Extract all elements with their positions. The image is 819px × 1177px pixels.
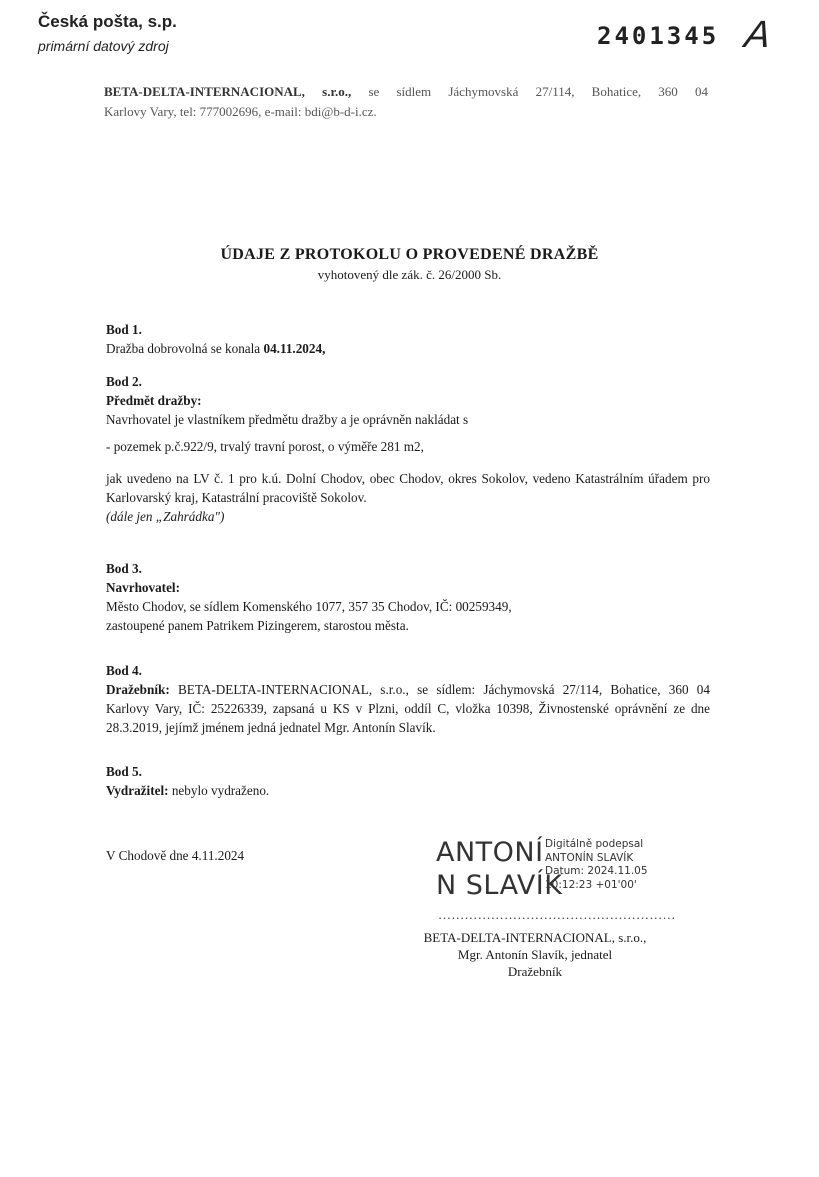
signature-name-line1: ANTONÍ xyxy=(436,837,544,868)
signature-dots: ……………………………………………… xyxy=(438,907,676,922)
bod1-text xyxy=(106,339,710,358)
bod5-heading: Bod 5. xyxy=(106,764,142,779)
bod4-label: Dražebník: xyxy=(106,682,170,697)
bod5-text xyxy=(106,781,710,800)
header-address: se sídlem Jáchymovská 27/114, Bohatice, 360 04 xyxy=(368,84,708,99)
signature-info-4: 10:12:23 +01'00' xyxy=(545,878,637,891)
signature-info-3: Datum: 2024.11.05 xyxy=(545,865,648,877)
bod1-section xyxy=(106,320,710,358)
document-title: ÚDAJE Z PROTOKOLU O PROVEDENÉ DRAŽBĚ xyxy=(220,246,599,263)
bod4-heading xyxy=(106,661,710,680)
bod3-subheading: Navrhovatel: xyxy=(106,580,180,595)
bod4-heading-text: Bod 4. xyxy=(106,663,142,678)
bod2-item: - pozemek p.č.922/9, trvalý travní porost, o výměře 281 m2, xyxy=(106,439,424,454)
document-subtitle: vyhotovený dle zák. č. 26/2000 Sb. xyxy=(317,267,502,282)
bod2-note: (dále jen „Zahrádka") xyxy=(106,509,225,524)
bod2-paragraph: jak uvedeno na LV č. 1 pro k.ú. Dolní Chodov, obec Chodov, okres Sokolov, vedeno Katastrálním úřadem pro Karlovarský kraj, Katastrální pracoviště Sokolov. xyxy=(106,471,710,505)
signature-role: Dražebník xyxy=(507,964,563,979)
document-suffix: A xyxy=(742,14,774,56)
header-company: BETA-DELTA-INTERNACIONAL, s.r.o., xyxy=(104,84,352,99)
signature-info-1: Digitálně podepsal xyxy=(545,838,644,850)
signature-info xyxy=(545,838,648,892)
place-date: V Chodově dne 4.11.2024 xyxy=(106,848,245,863)
signature-info-2: ANTONÍN SLAVÍK xyxy=(545,851,634,864)
bod1-heading: Bod 1. xyxy=(106,322,142,337)
bod3-heading: Bod 3. xyxy=(106,561,142,576)
bod5-value: nebylo vydraženo. xyxy=(168,783,270,798)
bod5-section xyxy=(106,762,710,800)
header-line-1 xyxy=(104,84,708,100)
bod1-date: 04.11.2024, xyxy=(263,341,326,356)
bod4-text: BETA-DELTA-INTERNACIONAL, s.r.o., se sídlem: Jáchymovská 27/114, Bohatice, 360 04 Karlovy Vary, IČ: 25226339, zapsaná u KS v Plzni, oddíl C, vložka 10398, Živnostenské oprávnění ze dne 28.3.2019, jejímž jménem jedná jednatel Mgr. Antonín Slavík. xyxy=(106,682,710,735)
header-line-2: Karlovy Vary, tel: 777002696, e-mail: bdi@b-d-i.cz. xyxy=(104,104,377,119)
signature-name-line2: N SLAVÍK xyxy=(436,870,563,901)
post-stamp-title: Česká pošta, s.p. xyxy=(38,12,177,31)
bod5-label: Vydražitel: xyxy=(106,783,169,798)
bod3-line2: zastoupené panem Patrikem Pizingerem, starostou města. xyxy=(106,618,409,633)
bod3-line1: Město Chodov, se sídlem Komenského 1077, 357 35 Chodov, IČ: 00259349, xyxy=(106,599,512,614)
post-stamp-subtitle: primární datový zdroj xyxy=(38,38,169,54)
bod4-paragraph xyxy=(106,680,710,737)
signature-block xyxy=(400,929,670,980)
bod2-section xyxy=(106,372,710,429)
signature-person: Mgr. Antonín Slavík, jednatel xyxy=(457,947,613,962)
document-number: 2401345 xyxy=(597,22,720,50)
signature-company: BETA-DELTA-INTERNACIONAL, s.r.o., xyxy=(423,930,647,945)
bod2-heading: Bod 2. xyxy=(106,374,142,389)
bod1-text-label: Dražba dobrovolná se konala xyxy=(106,341,264,356)
signature-name xyxy=(436,836,562,902)
bod3-section xyxy=(106,559,710,635)
bod2-subheading: Předmět dražby: xyxy=(106,393,202,408)
bod2-line1: Navrhovatel je vlastníkem předmětu dražby a je oprávněn nakládat s xyxy=(106,412,469,427)
